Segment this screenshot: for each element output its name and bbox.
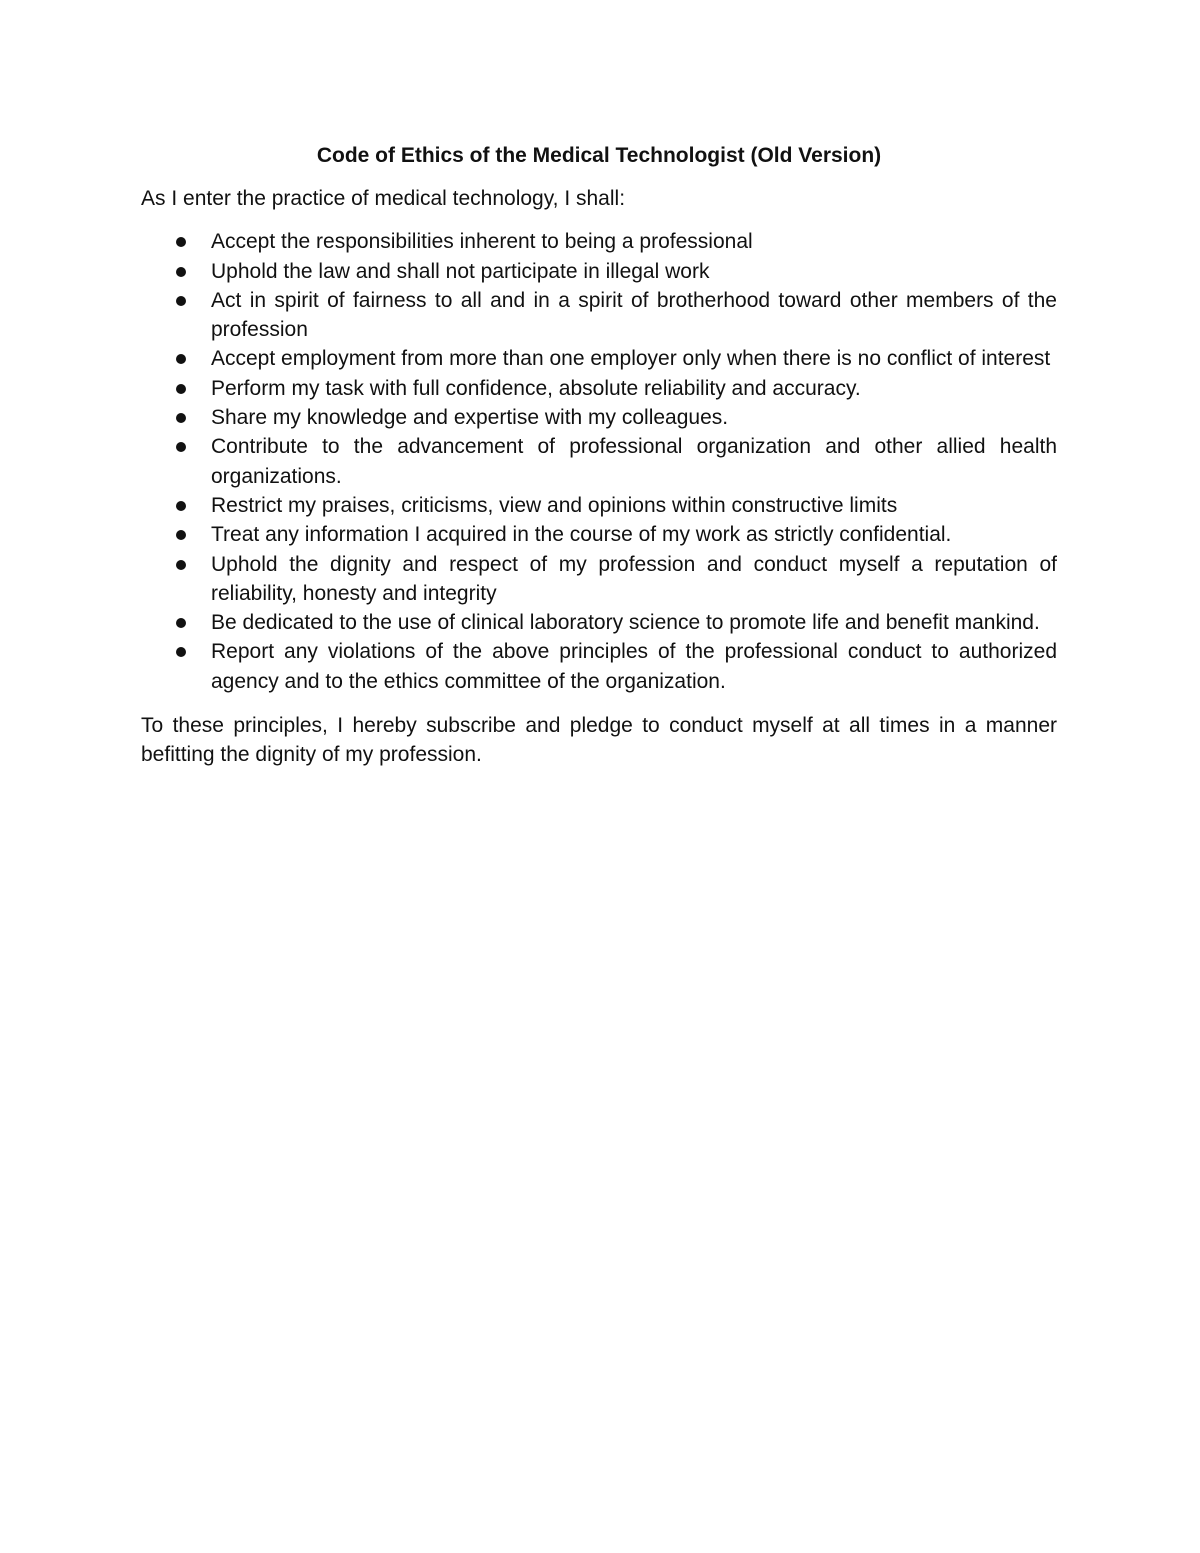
- list-item-text: Contribute to the advancement of professional organization and other allied health organizations.: [211, 435, 1057, 488]
- bullet-icon: [176, 296, 186, 306]
- bullet-icon: [176, 237, 186, 247]
- intro-paragraph: As I enter the practice of medical technology, I shall:: [141, 187, 626, 210]
- list-item-text: Act in spirit of fairness to all and in a spirit of brotherhood toward other members of the profession: [211, 288, 1057, 342]
- list-item-text: Share my knowledge and expertise with my colleagues.: [211, 406, 729, 430]
- list-item: [141, 257, 1057, 286]
- list-item-text: Treat any information I acquired in the course of my work as strictly confidential.: [211, 523, 952, 547]
- bullet-icon: [176, 530, 186, 540]
- list-item: [141, 286, 1057, 345]
- list-item-text: Accept the responsibilities inherent to being a professional: [211, 230, 753, 254]
- list-item: [141, 637, 1057, 696]
- list-item-text: Perform my task with full confidence, absolute reliability and accuracy.: [211, 376, 861, 400]
- list-item-text: Uphold the dignity and respect of my profession and conduct myself a reputation of reliability, honesty and integrity: [211, 552, 1057, 605]
- closing-paragraph: To these principles, I hereby subscribe and pledge to conduct myself at all times in a manner befitting the dignity of my profession.: [141, 714, 1057, 767]
- list-item: [141, 491, 1057, 520]
- list-item: [141, 227, 1057, 256]
- list-item-text: Be dedicated to the use of clinical laboratory science to promote life and benefit mankind.: [211, 611, 1040, 635]
- bullet-icon: [176, 501, 186, 511]
- list-item: [141, 550, 1057, 609]
- principles-list: [141, 227, 1057, 696]
- bullet-icon: [176, 560, 186, 570]
- list-item: [141, 374, 1057, 403]
- bullet-icon: [176, 354, 186, 364]
- list-item-text: Accept employment from more than one employer only when there is no conflict of interest: [211, 347, 1051, 371]
- list-item-text: Uphold the law and shall not participate in illegal work: [211, 259, 710, 283]
- document-title: Code of Ethics of the Medical Technologist (Old Version): [316, 144, 882, 167]
- document-page: [141, 140, 1057, 770]
- list-item: [141, 608, 1057, 637]
- bullet-icon: [176, 618, 186, 628]
- bullet-icon: [176, 267, 186, 277]
- list-item: [141, 520, 1057, 549]
- list-item: [141, 344, 1057, 373]
- list-item: [141, 403, 1057, 432]
- list-item-text: Restrict my praises, criticisms, view and opinions within constructive limits: [211, 493, 898, 517]
- bullet-icon: [176, 442, 186, 452]
- list-item-text: Report any violations of the above principles of the professional conduct to authorized agency and to the ethics committee of the organization.: [211, 640, 1057, 693]
- list-item: [141, 432, 1057, 491]
- bullet-icon: [176, 384, 186, 394]
- bullet-icon: [176, 647, 186, 657]
- bullet-icon: [176, 413, 186, 423]
